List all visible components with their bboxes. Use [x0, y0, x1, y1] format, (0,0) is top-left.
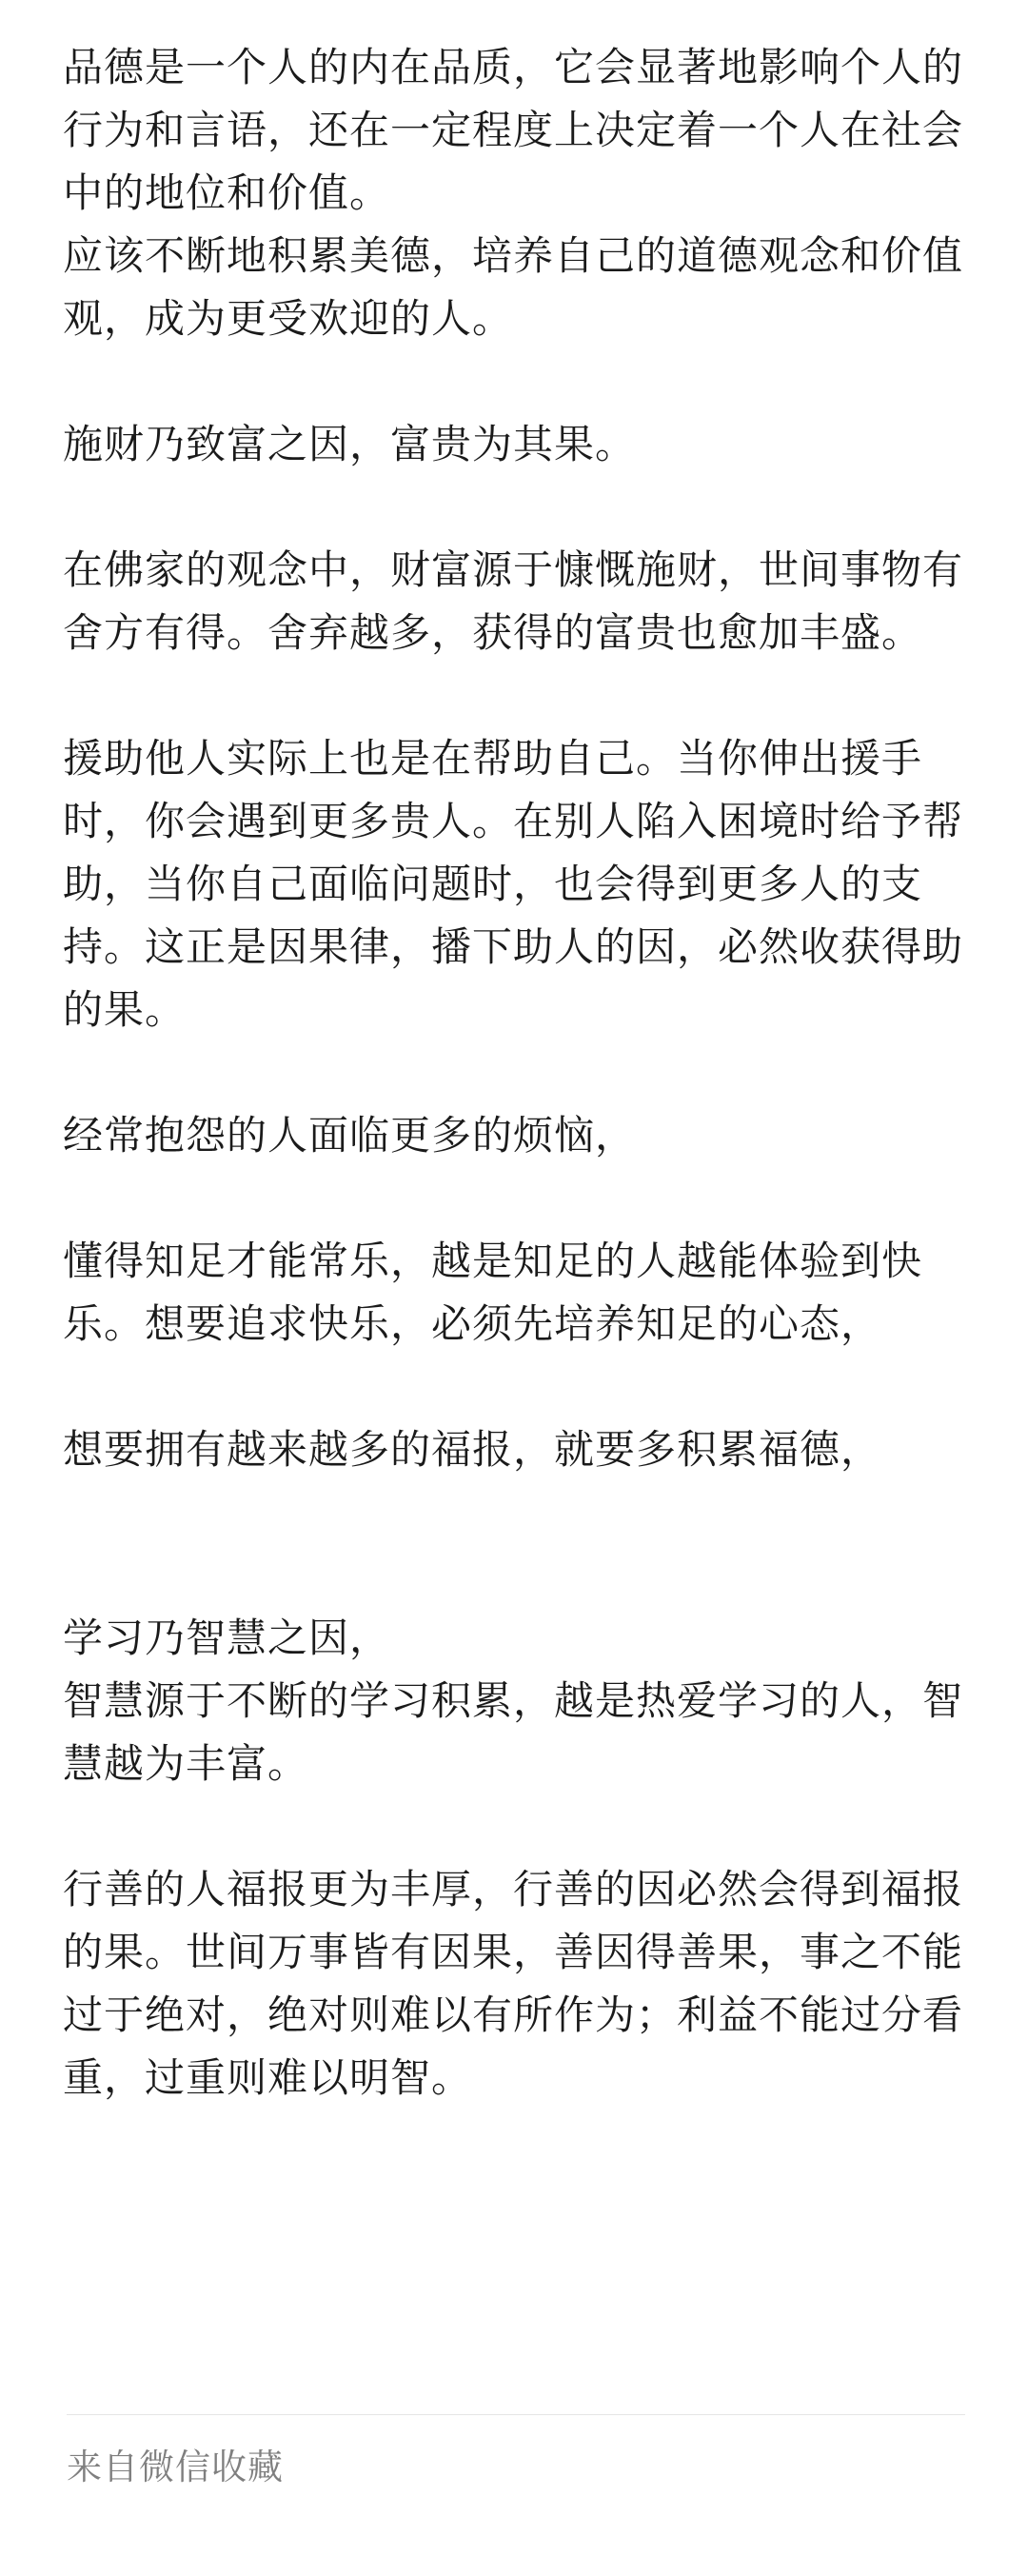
paragraph-spacer [63, 1356, 969, 1418]
paragraph-contentment: 懂得知足才能常乐，越是知足的人越能体验到快乐。想要追求快乐，必须先培养知足的心态， [63, 1238, 923, 1347]
source-label: 来自微信收藏 [67, 2447, 284, 2487]
paragraph-spacer [63, 350, 969, 413]
paragraph-spacer [63, 1167, 969, 1230]
paragraph-wisdom: 智慧源于不断的学习积累，越是热爱学习的人，智慧越为丰富。 [63, 1677, 964, 1787]
paragraph-spacer [63, 1041, 969, 1104]
paragraph-helping-others: 援助他人实际上也是在帮助自己。当你伸出援手时，你会遇到更多贵人。在别人陷入困境时给予帮助，当你自己面临问题时，也会得到更多人的支持。这正是因果律，播下助人的因，必然收获得助的果。 [63, 735, 964, 1033]
note-body [63, 36, 969, 2110]
paragraph-learning: 学习乃智慧之因， [63, 1615, 391, 1661]
paragraph-spacer [63, 1795, 969, 1858]
footer-divider [67, 2414, 965, 2415]
paragraph-doing-good: 行善的人福报更为丰厚，行善的因必然会得到福报的果。世间万事皆有因果，善因得善果，事之不能过于绝对，绝对则难以有所作为；利益不能过分看重，过重则难以明智。 [63, 1866, 964, 2101]
paragraph-spacer [63, 1481, 969, 1607]
paragraph-giving-wealth: 施财乃致富之因，富贵为其果。 [63, 421, 637, 467]
paragraph-character: 品德是一个人的内在品质，它会显著地影响个人的行为和言语，还在一定程度上决定着一个人在社会中的地位和价值。 [63, 44, 964, 216]
paragraph-cultivate-virtue: 应该不断地积累美德，培养自己的道德观念和价值观，成为更受欢迎的人。 [63, 232, 964, 342]
paragraph-spacer [63, 476, 969, 539]
paragraph-spacer [63, 664, 969, 727]
paragraph-blessings: 想要拥有越来越多的福报，就要多积累福德， [63, 1426, 882, 1473]
paragraph-complaining: 经常抱怨的人面临更多的烦恼， [63, 1112, 637, 1159]
paragraph-buddhist-view: 在佛家的观念中，财富源于慷慨施财，世间事物有舍方有得。舍弃越多，获得的富贵也愈加丰盛。 [63, 546, 964, 656]
